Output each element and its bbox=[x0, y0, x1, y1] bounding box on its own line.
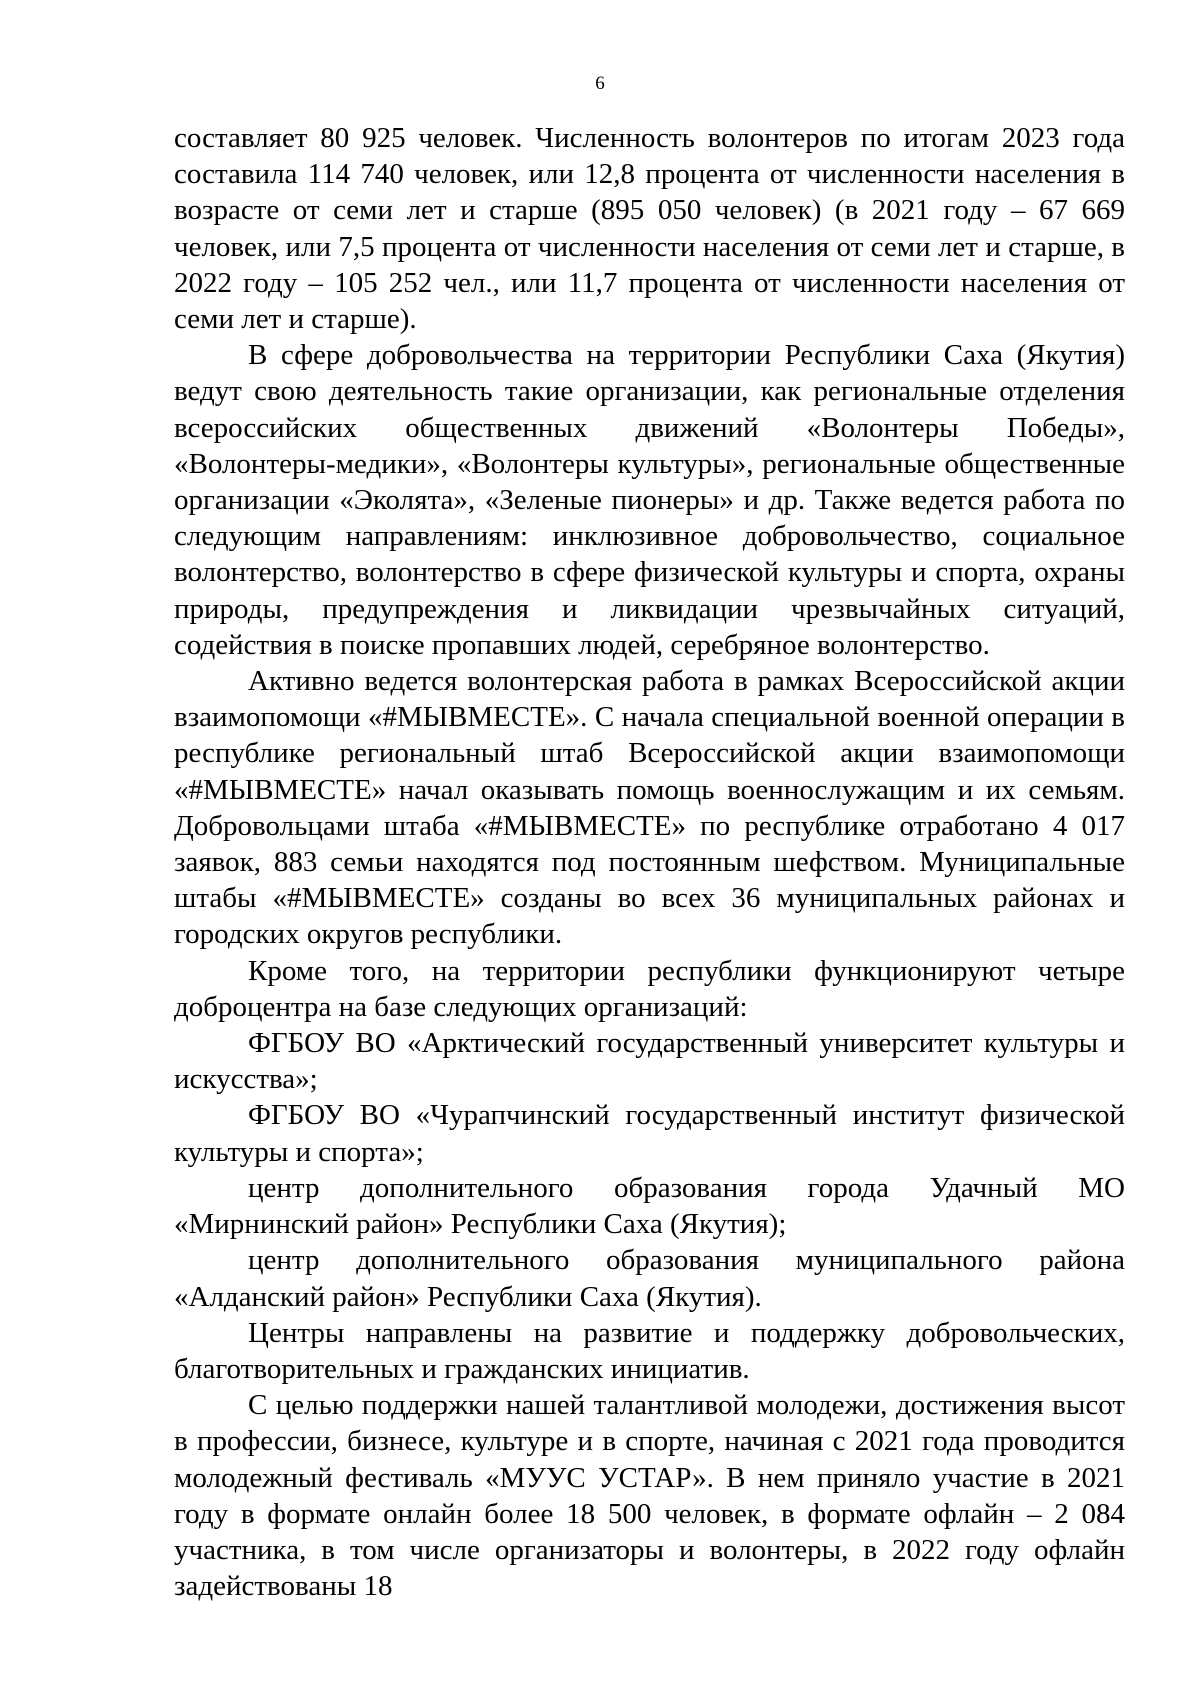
paragraph-volunteer-organizations: В сфере добровольчества на территории Республики Саха (Якутия) ведут свою деятельность такие организации, как региональные отделения всероссийских общественных движений «Волонтеры Победы», «Волонтеры-медики», «Волонтеры культуры», региональные общественные организации «Эколята», «Зеленые пионеры» и др. Также ведется работа по следующим направлениям: инклюзивное добровольчество, социальное волонтерство, волонтерство в сфере физической культуры и спорта, охраны природы, предупреждения и ликвидации чрезвычайных ситуаций, содействия в поиске пропавших людей, серебряное волонтерство. bbox=[174, 339, 1125, 661]
list-item-churapcha-institute: ФГБОУ ВО «Чурапчинский государственный институт физической культуры и спорта»; bbox=[174, 1099, 1125, 1168]
document-body bbox=[174, 120, 1125, 1604]
list-item-udachny-center: центр дополнительного образования города Удачный МО «Мирнинский район» Республики Саха (Якутия); bbox=[174, 1171, 1125, 1241]
paragraph-volunteer-centers-intro: Кроме того, на территории республики функционируют четыре доброцентра на базе следующих организаций: bbox=[174, 954, 1125, 1023]
paragraph-centers-purpose: Центры направлены на развитие и поддержку добровольческих, благотворительных и гражданских инициатив. bbox=[174, 1316, 1125, 1385]
paragraph-myvmeste-campaign: Активно ведется волонтерская работа в рамках Всероссийской акции взаимопомощи «#МЫВМЕСТЕ». С начала специальной военной операции в республике региональный штаб Всероссийской акции взаимопомощи «#МЫВМЕСТЕ» начал оказывать помощь военнослужащим и их семьям. Добровольцами штаба «#МЫВМЕСТЕ» по республике отработано 4 017 заявок, 883 семьи находятся под постоянным шефством. Муниципальные штабы «#МЫВМЕСТЕ» созданы во всех 36 муниципальных районах и городских округов республики. bbox=[174, 665, 1125, 951]
page-number: 6 bbox=[595, 73, 605, 94]
list-item-aldan-center: центр дополнительного образования муниципального района «Алданский район» Республики Саха (Якутия). bbox=[174, 1244, 1125, 1313]
paragraph-volunteer-statistics: составляет 80 925 человек. Численность волонтеров по итогам 2023 года составила 114 740 человек, или 12,8 процента от численности населения в возрасте от семи лет и старше (895 050 человек) (в 2021 году – 67 669 человек, или 7,5 процента от численности населения от семи лет и старше, в 2022 году – 105 252 чел., или 11,7 процента от численности населения от семи лет и старше). bbox=[174, 122, 1125, 336]
paragraph-muus-ustar-festival: С целью поддержки нашей талантливой молодежи, достижения высот в профессии, бизнесе, культуре и в спорте, начиная с 2021 года проводится молодежный фестиваль «МУУС УСТАР». В нем приняло участие в 2021 году в формате онлайн более 18 500 человек, в формате офлайн – 2 084 участника, в том числе организаторы и волонтеры, в 2022 году офлайн задействованы 18 bbox=[174, 1389, 1125, 1603]
list-item-arctic-university: ФГБОУ ВО «Арктический государственный университет культуры и искусства»; bbox=[174, 1027, 1125, 1096]
